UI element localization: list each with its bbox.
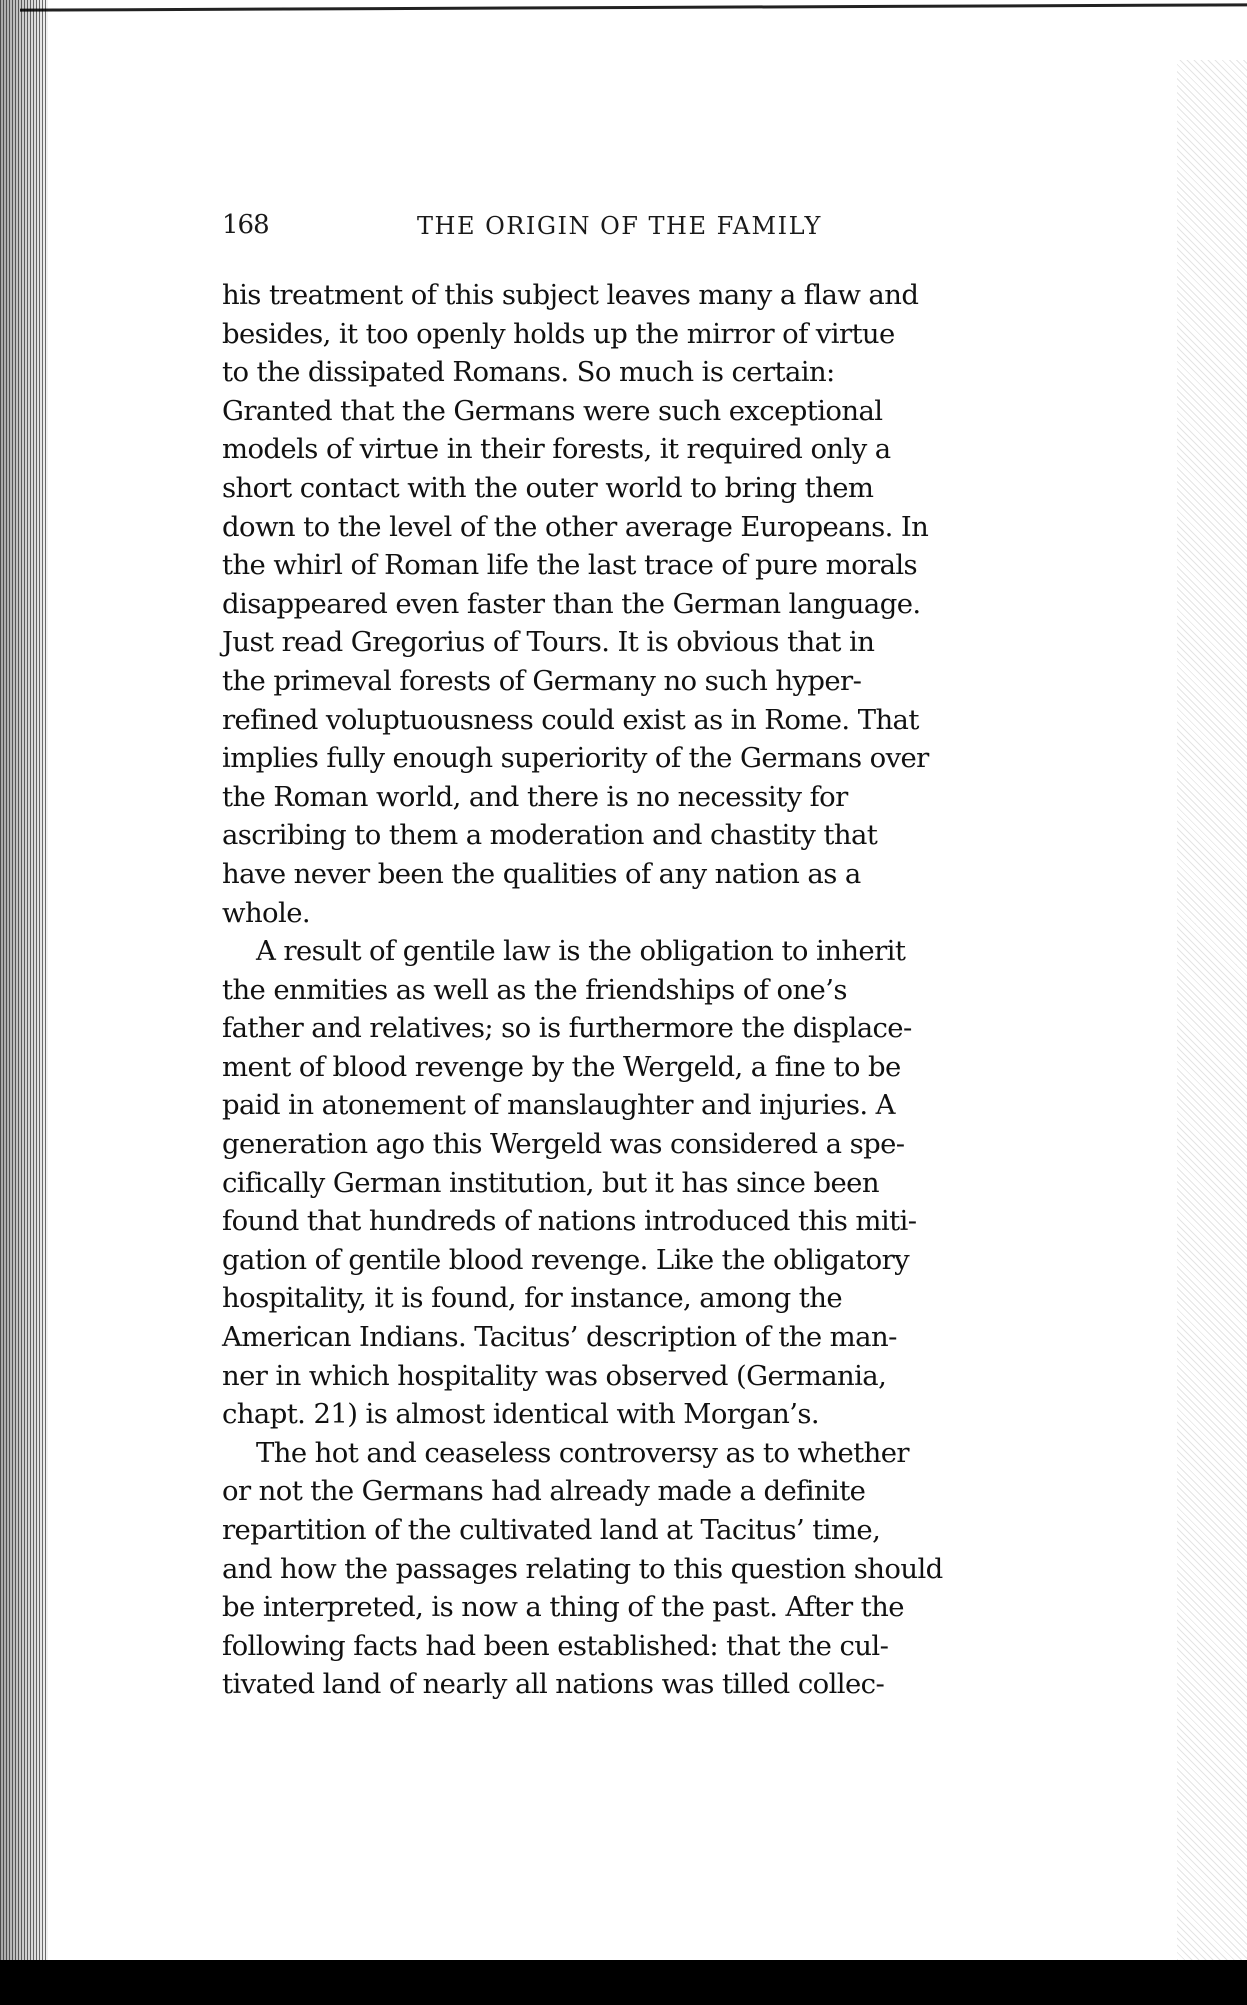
text-line-content: gation of gentile blood revenge. Like the obligatory: [222, 1243, 910, 1276]
text-line-content: short contact with the outer world to bring them: [222, 471, 874, 504]
text-line: [222, 1202, 1128, 1241]
text-line: [222, 932, 1128, 971]
text-line: [222, 1395, 1128, 1434]
text-line: [222, 508, 1128, 547]
page-top-edge: [20, 3, 1247, 11]
text-line: [222, 1048, 1128, 1087]
text-line-content: The hot and ceaseless controversy as to whether: [256, 1436, 909, 1469]
text-line: [222, 353, 1128, 392]
text-line-content: A result of gentile law is the obligation to inherit: [256, 935, 906, 968]
page-number: 168: [222, 210, 269, 240]
text-line-content: or not the Germans had already made a definite: [222, 1475, 866, 1508]
text-line: [222, 855, 1128, 894]
book-binding-shadow: [0, 0, 48, 1960]
text-line-content: ment of blood revenge by the Wergeld, a fine to be: [222, 1050, 901, 1083]
text-line-content: the Roman world, and there is no necessity for: [222, 780, 848, 813]
text-line-content: implies fully enough superiority of the Germans over: [222, 742, 929, 775]
page-header: [222, 210, 1128, 244]
text-line: [222, 1434, 1128, 1473]
text-line: [222, 1550, 1128, 1589]
text-line-content: models of virtue in their forests, it required only a: [222, 433, 891, 466]
text-line: [222, 315, 1128, 354]
text-line: [222, 585, 1128, 624]
text-line-content: American Indians. Tacitus’ description of the man-: [222, 1321, 897, 1354]
text-line: [222, 1164, 1128, 1203]
text-line-content: besides, it too openly holds up the mirror of virtue: [222, 317, 895, 350]
text-line: [222, 392, 1128, 431]
text-line: [222, 469, 1128, 508]
running-title: THE ORIGIN OF THE FAMILY: [417, 212, 822, 240]
text-line: [222, 1279, 1128, 1318]
text-line: [222, 1357, 1128, 1396]
text-line-content: be interpreted, is now a thing of the past. After the: [222, 1591, 904, 1624]
text-line: [222, 739, 1128, 778]
text-line-content: paid in atonement of manslaughter and injuries. A: [222, 1089, 895, 1122]
text-line: [222, 623, 1128, 662]
text-line: [222, 1241, 1128, 1280]
text-line-content: to the dissipated Romans. So much is certain:: [222, 356, 835, 389]
text-line: [222, 1511, 1128, 1550]
text-line-content: following facts had been established: that the cul-: [222, 1629, 889, 1662]
text-line-content: down to the level of the other average Europeans. In: [222, 510, 929, 543]
text-line: [222, 1665, 1128, 1704]
text-line-content: whole.: [222, 896, 311, 929]
text-line-content: Granted that the Germans were such exceptional: [222, 394, 883, 427]
text-line: [222, 971, 1128, 1010]
text-line: [222, 1318, 1128, 1357]
text-line-content: disappeared even faster than the German language.: [222, 587, 921, 620]
text-line-content: cifically German institution, but it has since been: [222, 1166, 879, 1199]
text-line: [222, 1472, 1128, 1511]
text-line: [222, 276, 1128, 315]
text-line-content: found that hundreds of nations introduced this miti-: [222, 1205, 917, 1238]
text-line-content: repartition of the cultivated land at Tacitus’ time,: [222, 1514, 881, 1546]
text-line: [222, 1009, 1128, 1048]
text-line-content: his treatment of this subject leaves many a flaw and: [222, 279, 919, 311]
text-line: [222, 1086, 1128, 1125]
text-line-content: generation ago this Wergeld was considered a spe-: [222, 1128, 905, 1161]
text-line: [222, 1588, 1128, 1627]
text-line-content: hospitality, it is found, for instance, among the: [222, 1282, 842, 1315]
text-line-content: tivated land of nearly all nations was tilled collec-: [222, 1668, 885, 1701]
text-line-content: ascribing to them a moderation and chastity that: [222, 819, 878, 852]
text-line-content: the enmities as well as the friendships of one’s: [222, 973, 847, 1006]
text-line-content: the primeval forests of Germany no such hyper-: [222, 664, 862, 697]
text-line: [222, 430, 1128, 469]
text-line: [222, 1125, 1128, 1164]
scan-bottom-border: [0, 1960, 1247, 2005]
text-line-content: ner in which hospitality was observed (Germania,: [222, 1359, 887, 1392]
text-line: [222, 894, 1128, 933]
text-line: [222, 816, 1128, 855]
text-line-content: and how the passages relating to this question should: [222, 1552, 943, 1585]
text-line: [222, 701, 1128, 740]
text-line-content: father and relatives; so is furthermore the displace-: [222, 1012, 912, 1045]
text-line-content: Just read Gregorius of Tours. It is obvious that in: [222, 626, 875, 659]
text-line-content: refined voluptuousness could exist as in Rome. That: [222, 703, 919, 736]
page-right-edge-texture: [1177, 60, 1247, 1960]
text-line: [222, 1627, 1128, 1666]
text-line: [222, 778, 1128, 817]
text-line-content: have never been the qualities of any nation as a: [222, 857, 861, 890]
text-line-content: the whirl of Roman life the last trace of pure morals: [222, 549, 918, 582]
text-line: [222, 662, 1128, 701]
body-text: [222, 276, 1128, 1704]
text-line: [222, 546, 1128, 585]
text-line-content: chapt. 21) is almost identical with Morgan’s.: [222, 1398, 820, 1431]
